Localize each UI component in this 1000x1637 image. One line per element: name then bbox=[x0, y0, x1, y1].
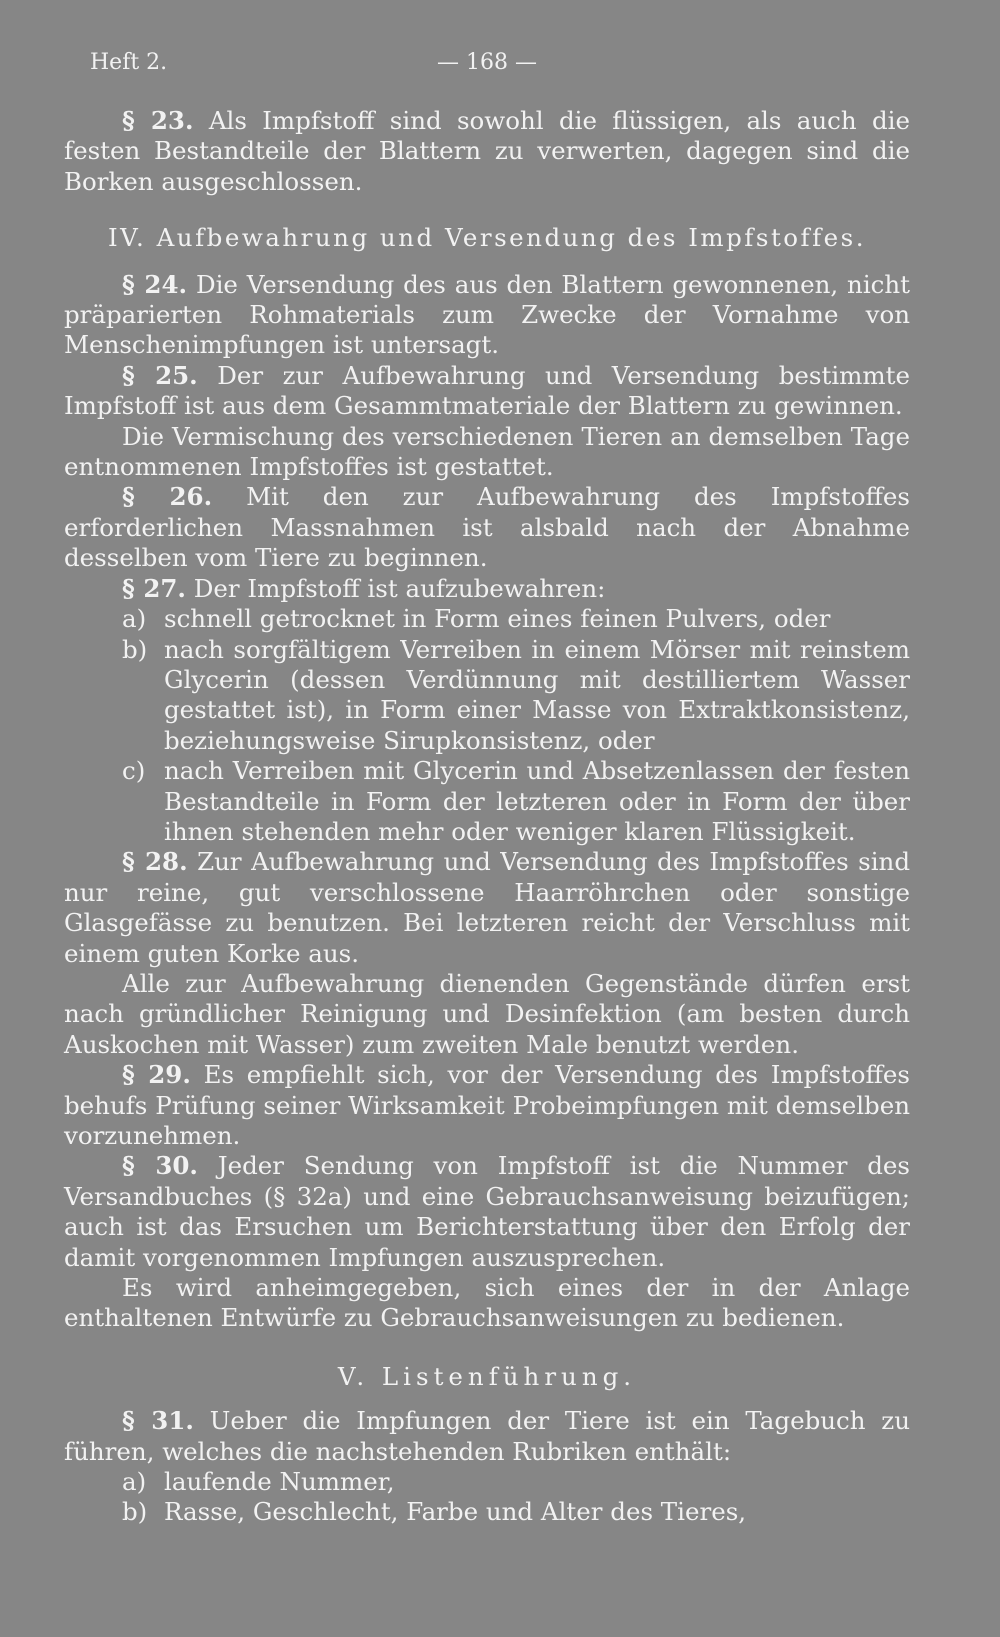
page-number: — 168 — bbox=[437, 50, 537, 75]
paragraph-text: Der zur Aufbewahrung und Versendung bestimmte Impfstoff ist aus dem Gesammtmateriale der Blattern zu gewinnen. bbox=[64, 360, 910, 421]
list-item-label: b) bbox=[122, 1497, 148, 1527]
list-item-label: b) bbox=[122, 634, 148, 664]
section-number: § 28. bbox=[122, 847, 188, 877]
list-item bbox=[122, 756, 910, 847]
list-item bbox=[122, 604, 910, 634]
list-item bbox=[122, 635, 910, 757]
paragraph-23 bbox=[64, 106, 910, 197]
list-item-text: laufende Nummer, bbox=[164, 1467, 395, 1497]
paragraph-text: Als Impfstoff sind sowohl die flüssigen, als auch die festen Bestandteile der Blattern zu verwerten, dagegen sind die Borken ausgeschlossen. bbox=[64, 106, 911, 196]
page-header bbox=[64, 48, 910, 82]
paragraph-text: Die Versendung des aus den Blattern gewonnenen, nicht präparierten Rohmaterials zum Zwecke der Vornahme von Menschenimpfungen ist untersagt. bbox=[64, 269, 911, 360]
paragraph-text: Es empfiehlt sich, vor der Versendung des Impfstoffes behufs Prüfung seiner Wirksamkeit Probeimpfungen mit demselben vorzunehmen. bbox=[64, 1060, 910, 1150]
list-item bbox=[122, 1467, 910, 1497]
paragraph-text: Jeder Sendung von Impfstoff ist die Nummer des Versandbuches (§ 32a) und eine Gebrauchsanweisung beizufügen; auch ist das Ersuchen um Berichterstattung über den Erfolg der damit vorgenommen Impfungen auszusprechen. bbox=[64, 1151, 910, 1272]
section-number: § 30. bbox=[122, 1151, 198, 1181]
list-item-label: a) bbox=[122, 1467, 147, 1497]
paragraph-25b: Die Vermischung des verschiedenen Tieren an demselben Tage entnommenen Impfstoffes ist gestattet. bbox=[64, 421, 910, 482]
paragraph-30b: Es wird anheimgegeben, sich eines der in der Anlage enthaltenen Entwürfe zu Gebrauchsanweisungen zu bedienen. bbox=[64, 1273, 910, 1333]
section-heading-iv: IV. Aufbewahrung und Versendung des Impfstoffes. bbox=[107, 223, 867, 253]
issue-label: Heft 2. bbox=[90, 50, 168, 75]
section-number: § 24. bbox=[122, 269, 188, 299]
paragraph-text: Zur Aufbewahrung und Versendung des Impfstoffes sind nur reine, gut verschlossene Haarröhrchen oder sonstige Glasgefässe zu benutzen. Bei letzteren reicht der Verschluss mit einem guten Korke aus. bbox=[64, 847, 910, 968]
paragraph-29 bbox=[64, 1060, 910, 1151]
section-number: § 29. bbox=[122, 1060, 191, 1090]
paragraph-24 bbox=[64, 270, 910, 361]
paragraph-text: Mit den zur Aufbewahrung des Impfstoffes erforderlichen Massnahmen ist alsbald nach der Abnahme desselben vom Tiere zu beginnen. bbox=[64, 482, 910, 573]
list-item-text: Rasse, Geschlecht, Farbe und Alter des Tieres, bbox=[164, 1497, 747, 1527]
paragraph-26 bbox=[64, 482, 910, 573]
list-item-text: schnell getrocknet in Form eines feinen Pulvers, oder bbox=[164, 604, 831, 634]
section-number: § 25. bbox=[122, 360, 198, 390]
list-item-label: a) bbox=[122, 604, 147, 634]
paragraph-28 bbox=[64, 847, 910, 969]
section-number: § 23. bbox=[122, 106, 194, 135]
section-number: § 26. bbox=[122, 482, 213, 512]
list-item-text: nach Verreiben mit Glycerin und Absetzenlassen der festen Bestandteile in Form der letzteren oder in Form der über ihnen stehenden mehr oder weniger klaren Flüssigkeit. bbox=[164, 756, 910, 846]
paragraph-30 bbox=[64, 1151, 910, 1273]
paragraph-text: Der Impfstoff ist aufzubewahren: bbox=[193, 573, 606, 603]
section-number: § 27. bbox=[122, 573, 186, 603]
section-number: § 31. bbox=[122, 1406, 194, 1436]
section-heading-v: V. Listenführung. bbox=[337, 1361, 637, 1391]
paragraph-25 bbox=[64, 361, 910, 422]
list-item-label: c) bbox=[122, 756, 146, 786]
document-page bbox=[64, 48, 910, 1528]
list-item bbox=[122, 1497, 910, 1527]
paragraph-27 bbox=[64, 574, 910, 604]
paragraph-28b: Alle zur Aufbewahrung dienenden Gegenstände dürfen erst nach gründlicher Reinigung und Desinfektion (am besten durch Auskochen mit Wasser) zum zweiten Male benutzt werden. bbox=[64, 968, 910, 1059]
list-item-text: nach sorgfältigem Verreiben in einem Mörser mit reinstem Glycerin (dessen Verdünnung mit destilliertem Wasser gestattet ist), in Form einer Masse von Extraktkonsistenz, beziehungsweise Sirupkonsistenz, oder bbox=[164, 634, 910, 755]
paragraph-31 bbox=[64, 1406, 910, 1467]
paragraph-text: Ueber die Impfungen der Tiere ist ein Tagebuch zu führen, welches die nachstehenden Rubriken enthält: bbox=[64, 1406, 910, 1466]
